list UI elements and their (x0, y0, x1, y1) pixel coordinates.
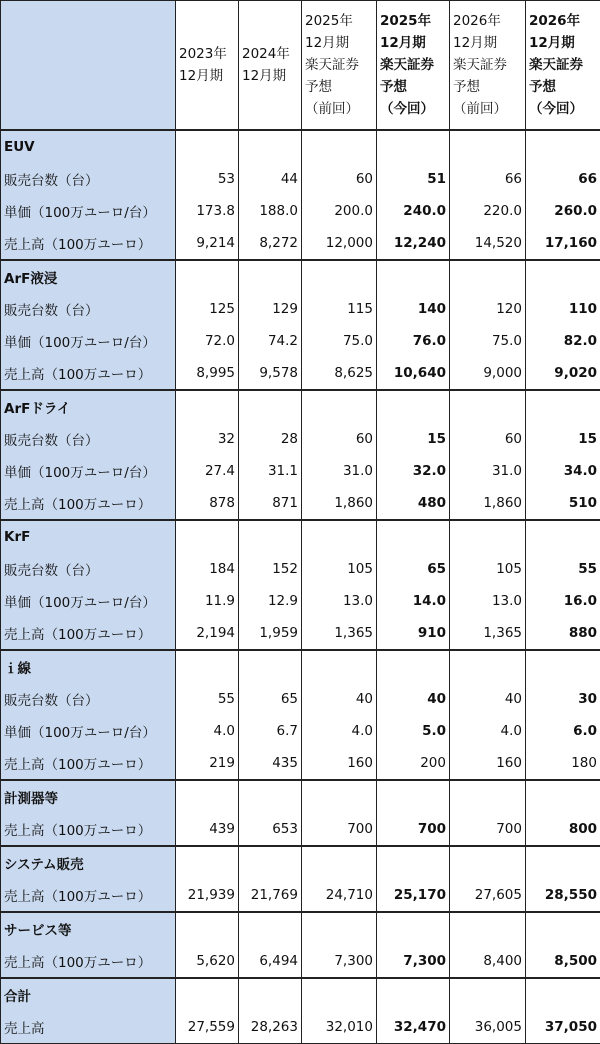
value-cell: 65 (239, 683, 302, 715)
column-header-4 (377, 1, 450, 131)
empty-cell (239, 520, 302, 553)
value-cell: 173.8 (176, 195, 239, 227)
value-cell: 8,400 (450, 945, 526, 978)
section-header-row (1, 260, 600, 293)
table-row (1, 325, 600, 357)
column-header-line: 楽天証券 (529, 54, 600, 76)
row-label: 売上高（100万ユーロ） (1, 487, 176, 520)
value-cell: 115 (302, 293, 377, 325)
value-cell: 21,769 (239, 879, 302, 912)
column-header-6 (526, 1, 600, 131)
empty-cell (176, 912, 239, 945)
column-header-5 (450, 1, 526, 131)
value-cell: 27,559 (176, 1011, 239, 1044)
table-row (1, 585, 600, 617)
value-cell: 37,050 (526, 1011, 600, 1044)
value-cell: 9,020 (526, 357, 600, 390)
column-header-line: 2026年 (529, 10, 600, 32)
empty-cell (450, 520, 526, 553)
table-row (1, 879, 600, 912)
empty-cell (526, 912, 600, 945)
value-cell: 200 (377, 747, 450, 780)
empty-cell (450, 912, 526, 945)
value-cell: 17,160 (526, 227, 600, 260)
empty-cell (526, 520, 600, 553)
empty-cell (450, 780, 526, 813)
column-header-line: 楽天証券 (380, 54, 449, 76)
column-header-line: 予想 (380, 76, 449, 98)
value-cell: 105 (302, 553, 377, 585)
empty-cell (526, 650, 600, 683)
column-header-line: 12月期 (242, 65, 301, 87)
value-cell: 76.0 (377, 325, 450, 357)
column-header-line: 12月期 (529, 32, 600, 54)
value-cell: 12.9 (239, 585, 302, 617)
value-cell: 28 (239, 423, 302, 455)
empty-cell (176, 520, 239, 553)
table-row (1, 945, 600, 978)
row-label: 単価（100万ユーロ/台） (1, 715, 176, 747)
value-cell: 9,000 (450, 357, 526, 390)
value-cell: 44 (239, 163, 302, 195)
empty-cell (239, 650, 302, 683)
empty-cell (302, 390, 377, 423)
table-row (1, 1011, 600, 1044)
section-header-row (1, 912, 600, 945)
empty-cell (176, 846, 239, 879)
value-cell: 31.0 (302, 455, 377, 487)
empty-cell (377, 520, 450, 553)
empty-cell (176, 780, 239, 813)
row-label: 販売台数（台） (1, 163, 176, 195)
empty-cell (239, 978, 302, 1011)
row-label: 販売台数（台） (1, 553, 176, 585)
value-cell: 9,214 (176, 227, 239, 260)
value-cell: 510 (526, 487, 600, 520)
value-cell: 74.2 (239, 325, 302, 357)
value-cell: 75.0 (450, 325, 526, 357)
table-row (1, 163, 600, 195)
table-row (1, 683, 600, 715)
column-header-line: 予想 (453, 76, 525, 98)
row-label: 販売台数（台） (1, 683, 176, 715)
section-title: サービス等 (1, 912, 176, 945)
value-cell: 15 (377, 423, 450, 455)
empty-cell (302, 260, 377, 293)
value-cell: 27.4 (176, 455, 239, 487)
value-cell: 65 (377, 553, 450, 585)
value-cell: 435 (239, 747, 302, 780)
row-label: 売上高 (1, 1011, 176, 1044)
value-cell: 8,500 (526, 945, 600, 978)
column-header-line: （前回） (453, 98, 525, 120)
value-cell: 8,995 (176, 357, 239, 390)
value-cell: 51 (377, 163, 450, 195)
header-row (1, 1, 600, 131)
value-cell: 180 (526, 747, 600, 780)
empty-cell (239, 912, 302, 945)
table-row (1, 423, 600, 455)
empty-cell (377, 912, 450, 945)
empty-cell (450, 846, 526, 879)
section-title: EUV (1, 130, 176, 163)
value-cell: 7,300 (302, 945, 377, 978)
column-header-2 (239, 1, 302, 131)
value-cell: 32,010 (302, 1011, 377, 1044)
table-body (1, 130, 600, 1044)
value-cell: 55 (526, 553, 600, 585)
value-cell: 880 (526, 617, 600, 650)
empty-cell (377, 846, 450, 879)
section-title: 計測器等 (1, 780, 176, 813)
value-cell: 1,860 (450, 487, 526, 520)
value-cell: 129 (239, 293, 302, 325)
value-cell: 40 (450, 683, 526, 715)
empty-cell (302, 650, 377, 683)
value-cell: 105 (450, 553, 526, 585)
value-cell: 9,578 (239, 357, 302, 390)
value-cell: 27,605 (450, 879, 526, 912)
section-header-row (1, 846, 600, 879)
value-cell: 700 (377, 813, 450, 846)
value-cell: 25,170 (377, 879, 450, 912)
value-cell: 6.0 (526, 715, 600, 747)
value-cell: 40 (302, 683, 377, 715)
value-cell: 32 (176, 423, 239, 455)
column-header-line: 2026年 (453, 10, 525, 32)
table-row (1, 195, 600, 227)
section-header-row (1, 130, 600, 163)
value-cell: 200.0 (302, 195, 377, 227)
value-cell: 4.0 (176, 715, 239, 747)
column-header-line: 楽天証券 (305, 54, 376, 76)
value-cell: 8,625 (302, 357, 377, 390)
value-cell: 36,005 (450, 1011, 526, 1044)
empty-cell (377, 650, 450, 683)
empty-cell (176, 130, 239, 163)
section-header-row (1, 520, 600, 553)
value-cell: 32,470 (377, 1011, 450, 1044)
value-cell: 14,520 (450, 227, 526, 260)
empty-cell (239, 780, 302, 813)
value-cell: 125 (176, 293, 239, 325)
value-cell: 8,272 (239, 227, 302, 260)
value-cell: 160 (450, 747, 526, 780)
table-row (1, 617, 600, 650)
value-cell: 188.0 (239, 195, 302, 227)
empty-cell (302, 520, 377, 553)
empty-cell (176, 390, 239, 423)
value-cell: 4.0 (302, 715, 377, 747)
empty-cell (239, 390, 302, 423)
value-cell: 1,860 (302, 487, 377, 520)
value-cell: 240.0 (377, 195, 450, 227)
value-cell: 13.0 (302, 585, 377, 617)
empty-cell (526, 780, 600, 813)
table-row (1, 227, 600, 260)
empty-cell (526, 260, 600, 293)
value-cell: 32.0 (377, 455, 450, 487)
value-cell: 700 (302, 813, 377, 846)
section-title: ArF液浸 (1, 260, 176, 293)
value-cell: 4.0 (450, 715, 526, 747)
section-header-row (1, 978, 600, 1011)
value-cell: 66 (526, 163, 600, 195)
value-cell: 31.0 (450, 455, 526, 487)
section-header-row (1, 650, 600, 683)
value-cell: 6.7 (239, 715, 302, 747)
row-label: 売上高（100万ユーロ） (1, 879, 176, 912)
empty-cell (526, 130, 600, 163)
value-cell: 5.0 (377, 715, 450, 747)
value-cell: 5,620 (176, 945, 239, 978)
value-cell: 53 (176, 163, 239, 195)
value-cell: 1,365 (450, 617, 526, 650)
value-cell: 30 (526, 683, 600, 715)
empty-cell (239, 846, 302, 879)
empty-cell (377, 130, 450, 163)
table-row (1, 747, 600, 780)
value-cell: 140 (377, 293, 450, 325)
value-cell: 12,000 (302, 227, 377, 260)
column-header-1 (176, 1, 239, 131)
value-cell: 10,640 (377, 357, 450, 390)
value-cell: 21,939 (176, 879, 239, 912)
empty-cell (526, 978, 600, 1011)
empty-cell (176, 650, 239, 683)
column-header-line: 2025年 (305, 10, 376, 32)
column-header-line: 2023年 (179, 43, 238, 65)
value-cell: 260.0 (526, 195, 600, 227)
section-header-row (1, 780, 600, 813)
empty-cell (377, 780, 450, 813)
empty-cell (450, 650, 526, 683)
column-header-line: 12月期 (380, 32, 449, 54)
value-cell: 6,494 (239, 945, 302, 978)
value-cell: 878 (176, 487, 239, 520)
value-cell: 60 (450, 423, 526, 455)
value-cell: 66 (450, 163, 526, 195)
value-cell: 14.0 (377, 585, 450, 617)
row-label: 販売台数（台） (1, 293, 176, 325)
section-title: 合計 (1, 978, 176, 1011)
value-cell: 24,710 (302, 879, 377, 912)
value-cell: 34.0 (526, 455, 600, 487)
value-cell: 800 (526, 813, 600, 846)
row-label: 売上高（100万ユーロ） (1, 227, 176, 260)
row-label: 販売台数（台） (1, 423, 176, 455)
column-header-line: 2025年 (380, 10, 449, 32)
empty-cell (239, 130, 302, 163)
column-header-3 (302, 1, 377, 131)
empty-cell (302, 846, 377, 879)
value-cell: 7,300 (377, 945, 450, 978)
value-cell: 60 (302, 163, 377, 195)
value-cell: 28,550 (526, 879, 600, 912)
section-header-row (1, 390, 600, 423)
value-cell: 72.0 (176, 325, 239, 357)
empty-cell (450, 390, 526, 423)
value-cell: 910 (377, 617, 450, 650)
row-label: 売上高（100万ユーロ） (1, 357, 176, 390)
value-cell: 16.0 (526, 585, 600, 617)
value-cell: 13.0 (450, 585, 526, 617)
value-cell: 220.0 (450, 195, 526, 227)
table-row (1, 813, 600, 846)
empty-cell (176, 260, 239, 293)
empty-cell (302, 978, 377, 1011)
value-cell: 28,263 (239, 1011, 302, 1044)
column-header-line: （今回） (380, 98, 449, 120)
row-label: 単価（100万ユーロ/台） (1, 195, 176, 227)
column-header-line: 12月期 (305, 32, 376, 54)
value-cell: 110 (526, 293, 600, 325)
value-cell: 31.1 (239, 455, 302, 487)
section-title: ｉ線 (1, 650, 176, 683)
column-header-line: 楽天証券 (453, 54, 525, 76)
column-header-line: （今回） (529, 98, 600, 120)
value-cell: 60 (302, 423, 377, 455)
value-cell: 15 (526, 423, 600, 455)
empty-cell (176, 978, 239, 1011)
value-cell: 11.9 (176, 585, 239, 617)
value-cell: 480 (377, 487, 450, 520)
section-title: システム販売 (1, 846, 176, 879)
row-label: 売上高（100万ユーロ） (1, 617, 176, 650)
column-header-line: 12月期 (453, 32, 525, 54)
empty-cell (450, 130, 526, 163)
column-header-line: 予想 (529, 76, 600, 98)
value-cell: 12,240 (377, 227, 450, 260)
empty-cell (302, 912, 377, 945)
column-header-line: （前回） (305, 98, 376, 120)
empty-cell (377, 978, 450, 1011)
value-cell: 120 (450, 293, 526, 325)
value-cell: 152 (239, 553, 302, 585)
empty-cell (526, 390, 600, 423)
value-cell: 2,194 (176, 617, 239, 650)
header-corner-cell (1, 1, 176, 131)
row-label: 単価（100万ユーロ/台） (1, 455, 176, 487)
column-header-line: 予想 (305, 76, 376, 98)
value-cell: 653 (239, 813, 302, 846)
section-title: ArFドライ (1, 390, 176, 423)
value-cell: 871 (239, 487, 302, 520)
value-cell: 55 (176, 683, 239, 715)
value-cell: 75.0 (302, 325, 377, 357)
table-row (1, 293, 600, 325)
column-header-line: 2024年 (242, 43, 301, 65)
table-row (1, 487, 600, 520)
empty-cell (526, 846, 600, 879)
value-cell: 439 (176, 813, 239, 846)
value-cell: 1,365 (302, 617, 377, 650)
empty-cell (239, 260, 302, 293)
value-cell: 700 (450, 813, 526, 846)
value-cell: 219 (176, 747, 239, 780)
value-cell: 1,959 (239, 617, 302, 650)
table-row (1, 455, 600, 487)
row-label: 売上高（100万ユーロ） (1, 747, 176, 780)
table-row (1, 553, 600, 585)
table-header (1, 1, 600, 131)
column-header-line: 12月期 (179, 65, 238, 87)
row-label: 単価（100万ユーロ/台） (1, 585, 176, 617)
empty-cell (450, 260, 526, 293)
row-label: 売上高（100万ユーロ） (1, 945, 176, 978)
section-title: KrF (1, 520, 176, 553)
table-row (1, 357, 600, 390)
empty-cell (302, 130, 377, 163)
row-label: 売上高（100万ユーロ） (1, 813, 176, 846)
row-label: 単価（100万ユーロ/台） (1, 325, 176, 357)
table-row (1, 715, 600, 747)
value-cell: 160 (302, 747, 377, 780)
empty-cell (302, 780, 377, 813)
empty-cell (450, 978, 526, 1011)
empty-cell (377, 390, 450, 423)
empty-cell (377, 260, 450, 293)
value-cell: 184 (176, 553, 239, 585)
value-cell: 40 (377, 683, 450, 715)
value-cell: 82.0 (526, 325, 600, 357)
